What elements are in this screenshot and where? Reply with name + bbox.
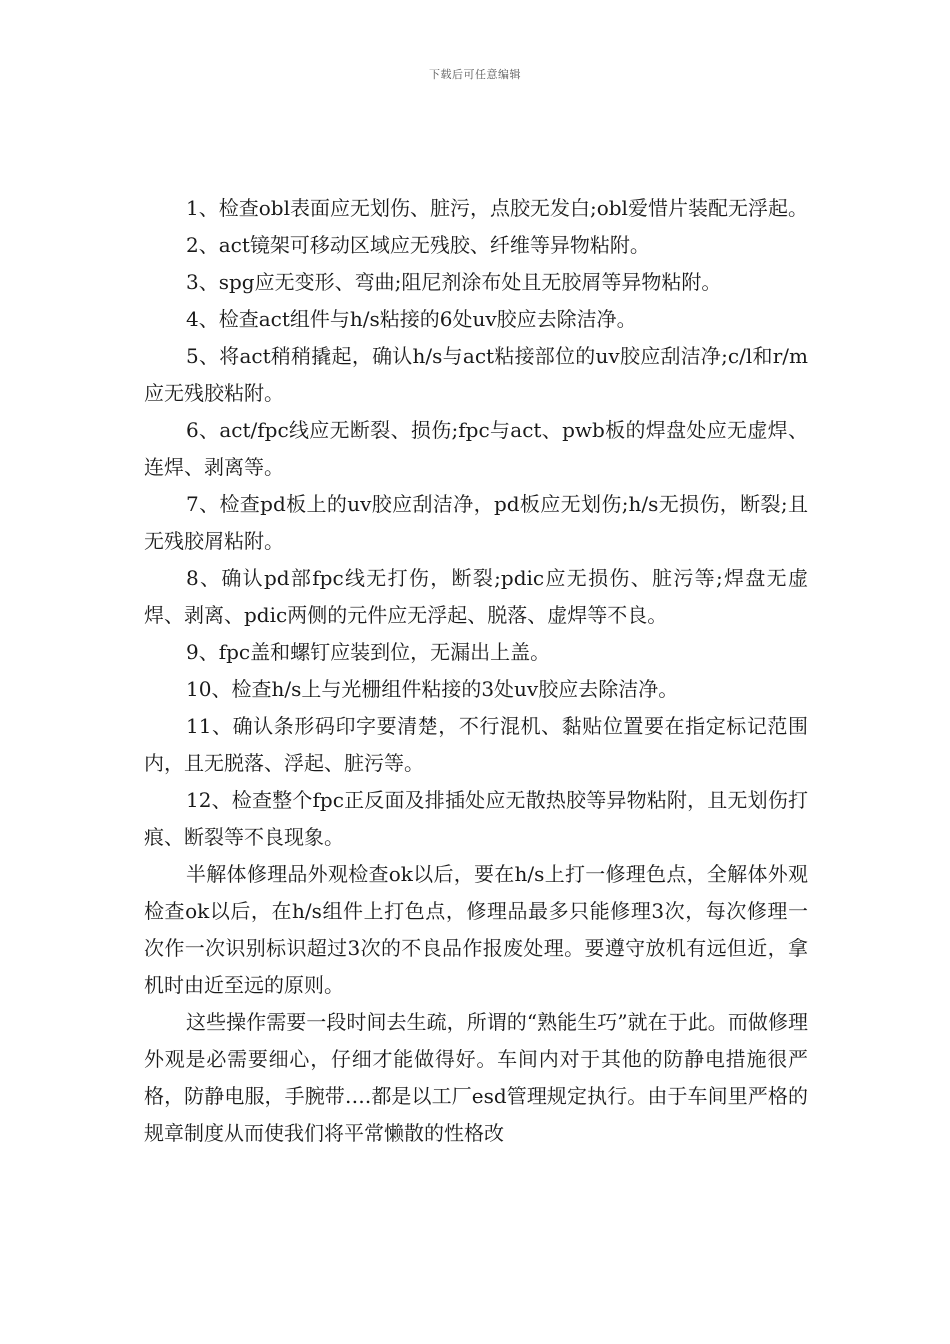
paragraph-8: 8、确认pd部fpc线无打伤，断裂;pdic应无损伤、脏污等;焊盘无虚焊、剥离、pdic两侧的元件应无浮起、脱落、虚焊等不良。: [144, 566, 808, 627]
paragraph-3: 3、spg应无变形、弯曲;阻尼剂涂布处且无胶屑等异物粘附。: [186, 270, 722, 294]
paragraph-reflection: 这些操作需要一段时间去生疏，所谓的“熟能生巧”就在于此。而做修理外观是必需要细心，仔细才能做得好。车间内对于其他的防静电措施很严格，防静电服，手腕带….都是以工厂esd管理规定执行。由于车间里严格的规章制度从而使我们将平常懒散的性格改: [144, 1010, 808, 1145]
paragraph-7: 7、检查pd板上的uv胶应刮洁净，pd板应无划伤;h/s无损伤，断裂;且无残胶屑粘附。: [144, 492, 808, 553]
document-body: [144, 190, 808, 1152]
paragraph-12: 12、检查整个fpc正反面及排插处应无散热胶等异物粘附，且无划伤打痕、断裂等不良现象。: [144, 788, 808, 849]
paragraph-1: 1、检查obl表面应无划伤、脏污，点胶无发白;obl爱惜片装配无浮起。: [186, 196, 808, 220]
paragraph-2: 2、act镜架可移动区域应无残胶、纤维等异物粘附。: [186, 233, 650, 257]
page-header: 下载后可任意编辑: [429, 68, 521, 81]
paragraph-5: 5、将act稍稍撬起，确认h/s与act粘接部位的uv胶应刮洁净;c/l和r/m应无残胶粘附。: [144, 344, 808, 405]
paragraph-9: 9、fpc盖和螺钉应装到位，无漏出上盖。: [186, 640, 551, 664]
paragraph-10: 10、检查h/s上与光栅组件粘接的3处uv胶应去除洁净。: [186, 677, 679, 701]
paragraph-11: 11、确认条形码印字要清楚，不行混机、黏贴位置要在指定标记范围内，且无脱落、浮起、脏污等。: [144, 714, 808, 775]
paragraph-6: 6、act/fpc线应无断裂、损伤;fpc与act、pwb板的焊盘处应无虚焊、连焊、剥离等。: [144, 418, 808, 479]
paragraph-repair-rules: 半解体修理品外观检查ok以后，要在h/s上打一修理色点，全解体外观检查ok以后，在h/s组件上打色点，修理品最多只能修理3次，每次修理一次作一次识别标识超过3次的不良品作报废处理。要遵守放机有远但近，拿机时由近至远的原则。: [144, 862, 808, 997]
paragraph-4: 4、检查act组件与h/s粘接的6处uv胶应去除洁净。: [186, 307, 637, 331]
